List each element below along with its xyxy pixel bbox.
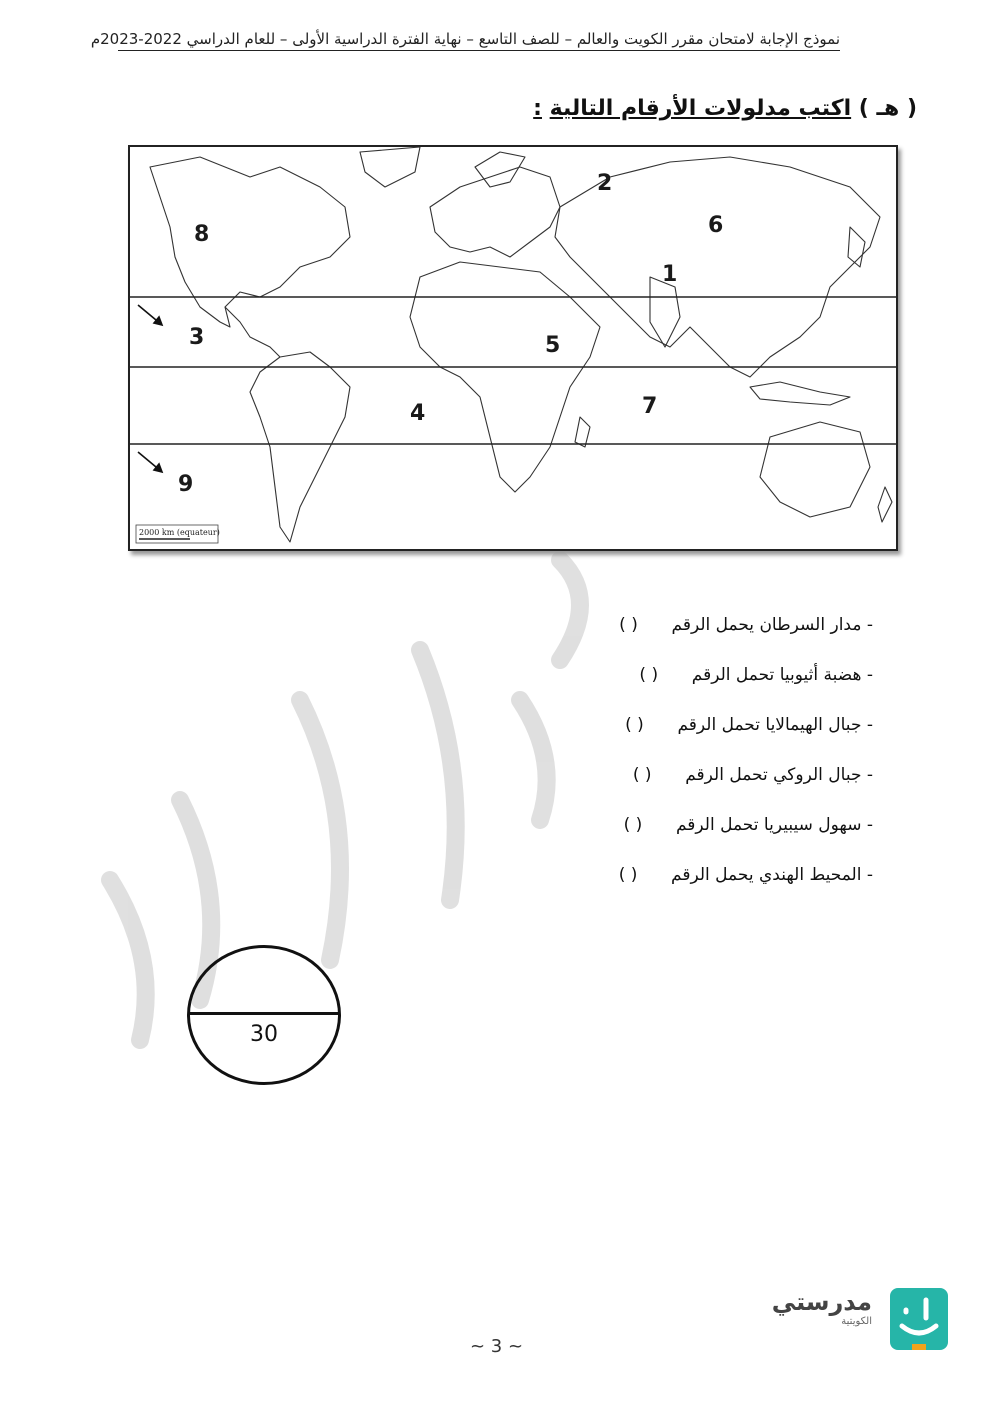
map-number-8: 8 <box>194 222 210 247</box>
map-number-2: 2 <box>597 171 613 196</box>
india-outline <box>650 277 680 347</box>
question-item <box>553 600 873 650</box>
question-item <box>553 700 873 750</box>
score-total: 30 <box>250 1022 278 1047</box>
south-america-outline <box>250 352 350 542</box>
answer-blank[interactable]: ( ) <box>625 715 644 735</box>
section-heading: اكتب مدلولات الأرقام التالية <box>549 96 852 121</box>
answer-blank[interactable]: ( ) <box>623 815 643 835</box>
answer-blank[interactable]: ( ) <box>618 865 638 885</box>
brand-logo <box>771 1288 950 1358</box>
section-colon: : <box>533 96 542 121</box>
world-map-drawing <box>130 147 896 549</box>
map-number-9: 9 <box>178 472 194 497</box>
question-text: - جبال الهيمالايا تحمل الرقم <box>677 715 873 735</box>
question-item <box>553 850 873 900</box>
page-number: ~ 3 ~ <box>469 1336 524 1357</box>
world-map <box>128 145 898 551</box>
north-america-outline <box>150 157 350 327</box>
page-header: نموذج الإجابة لامتحان مقرر الكويت والعالم – للصف التاسع – نهاية الفترة الدراسية الأولى – للعام الدراسي 2022-2023م <box>118 30 840 51</box>
scandinavia-outline <box>475 152 525 187</box>
indonesia-outline <box>750 382 850 405</box>
question-item <box>553 750 873 800</box>
logo-icon <box>890 1288 948 1350</box>
map-number-4: 4 <box>410 401 426 426</box>
scale-label: 2000 km (equateur) <box>139 528 220 537</box>
map-number-1: 1 <box>662 262 678 287</box>
answer-blank[interactable]: ( ) <box>619 615 638 635</box>
greenland-outline <box>360 147 420 187</box>
madagascar-outline <box>575 417 590 447</box>
question-text: - جبال الروكي تحمل الرقم <box>685 765 873 785</box>
map-number-6: 6 <box>708 213 724 238</box>
question-text: - هضبة أثيوبيا تحمل الرقم <box>691 665 873 685</box>
question-item <box>553 650 873 700</box>
section-title <box>533 96 917 121</box>
new-zealand-outline <box>878 487 892 522</box>
answer-blank[interactable]: ( ) <box>632 765 652 785</box>
logo-subtitle: الكويتية <box>841 1316 872 1327</box>
question-text: - سهول سيبيريا تحمل الرقم <box>675 815 873 835</box>
australia-outline <box>760 422 870 517</box>
question-text: - مدار السرطان يحمل الرقم <box>671 615 873 635</box>
map-number-5: 5 <box>545 333 561 358</box>
question-text: - المحيط الهندي يحمل الرقم <box>671 865 873 885</box>
answer-blank[interactable]: ( ) <box>639 665 659 685</box>
europe-outline <box>430 167 560 257</box>
section-label: ( هـ ) <box>858 96 917 121</box>
map-number-3: 3 <box>189 325 205 350</box>
central-america-outline <box>225 307 280 357</box>
map-number-7: 7 <box>642 394 658 419</box>
logo-name: مدرستي <box>771 1288 872 1316</box>
score-divider <box>190 1012 338 1015</box>
logo-text <box>772 1288 872 1327</box>
score-circle <box>187 945 341 1085</box>
questions-list <box>553 600 873 900</box>
question-item <box>553 800 873 850</box>
